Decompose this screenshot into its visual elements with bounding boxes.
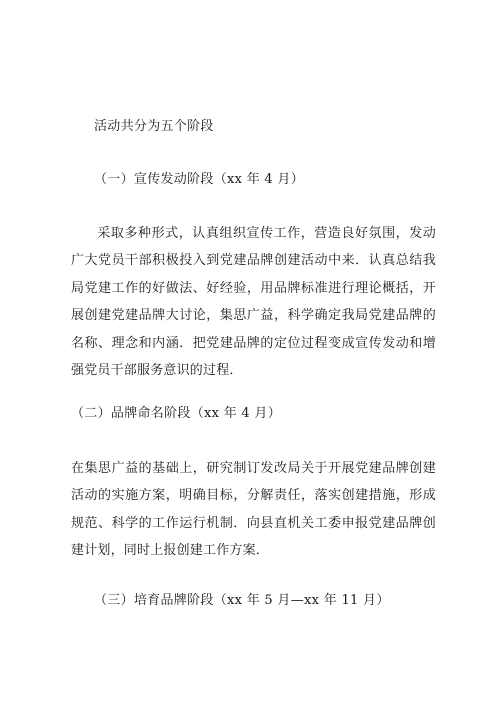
section-1-heading: （一）宣传发动阶段（xx 年 4 月） — [94, 172, 305, 187]
section-3-heading: （三）培育品牌阶段（xx 年 5 月—xx 年 11 月） — [94, 593, 390, 608]
section-2-heading: （二）品牌命名阶段（xx 年 4 月） — [71, 406, 282, 421]
section-1-body — [71, 220, 436, 384]
section-1-body-text: 采取多种形式，认真组织宣传工作，营造良好氛围，发动广大党员干部积极投入到党建品牌创建活动中来．认真总结我局党建工作的好做法、好经验，用品牌标准进行理论概括，开展创建党建品牌大讨论，集思广益，科学确定我局党建品牌的名称、理念和内涵．把党建品牌的定位过程变成宣传发动和增强党员干部服务意识的过程． — [71, 226, 436, 379]
intro-line: 活动共分为五个阶段 — [94, 119, 214, 134]
section-2-body — [71, 455, 436, 565]
section-2-body-text: 在集思广益的基础上，研究制订发改局关于开展党建品牌创建活动的实施方案，明确目标，分解责任，落实创建措施，形成规范、科学的工作运行机制．向县直机关工委申报党建品牌创建计划，同时上报创建工作方案． — [71, 461, 436, 559]
